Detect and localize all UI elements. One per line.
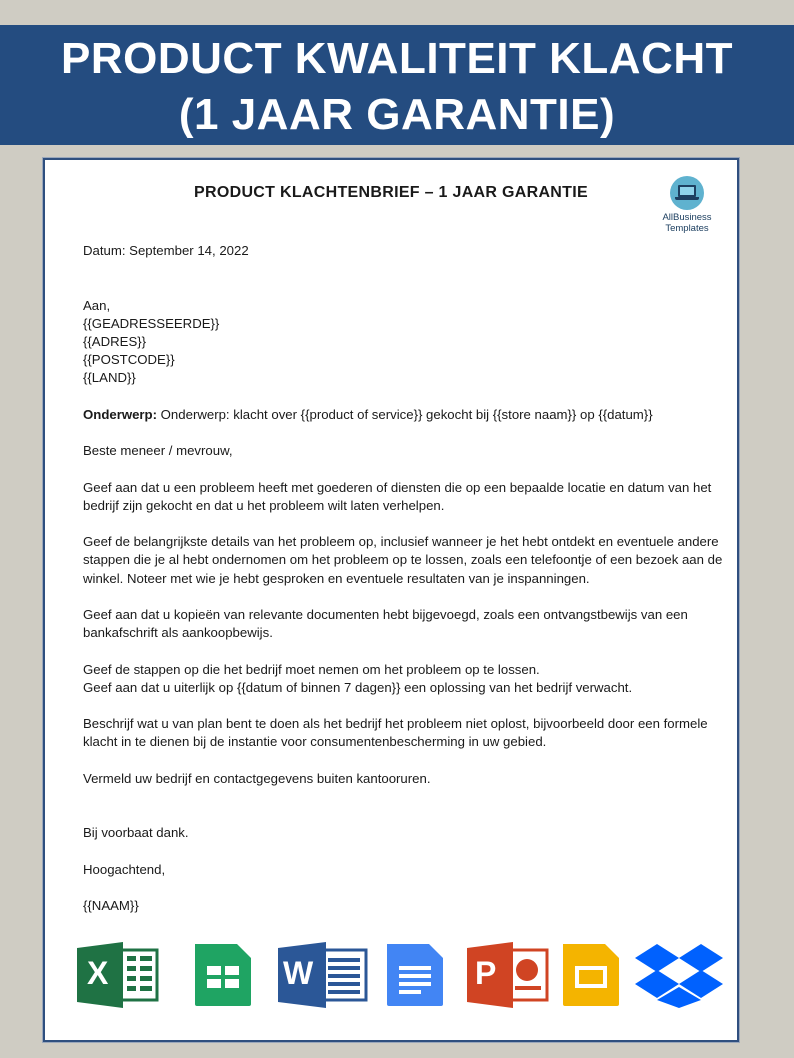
letter-paragraph: Beschrijf wat u van plan bent te doen als het bedrijf het probleem niet oplost, bijvoorbeeld door een formele klacht in te dienen bij de instantie voor consumentenbescherming in uw gebied. [83, 716, 708, 750]
signature-placeholder: {{NAAM}} [83, 898, 139, 914]
letter-paragraph: Vermeld uw bedrijf en contactgegevens buiten kantooruren. [83, 770, 431, 786]
document-title: PRODUCT KLACHTENBRIEF – 1 JAAR GARANTIE [194, 184, 588, 201]
salutation: Beste meneer / mevrouw, [83, 443, 233, 459]
letter-date: Datum: September 14, 2022 [83, 243, 249, 258]
brand-name-line1: AllBusiness [662, 212, 712, 223]
recipient-line: {{POSTCODE}} [83, 352, 175, 368]
google-sheets-icon[interactable] [193, 942, 253, 1008]
dropbox-icon[interactable] [633, 942, 725, 1008]
recipient-line: {{LAND}} [83, 370, 136, 386]
subject-label: Onderwerp: [83, 406, 158, 422]
svg-text:P: P [475, 955, 497, 991]
recipient-line: {{GEADRESSEERDE}} [83, 315, 220, 331]
letter-paragraph: Geef aan dat u een probleem heeft met goederen of diensten die op een bepaalde locatie en datum van het bedrijf zijn gekocht en dat u het probleem wilt laten verhelpen. [83, 479, 712, 513]
subject-line [83, 406, 723, 424]
banner-title-line2: (1 JAAR GARANTIE) [178, 90, 616, 139]
recipient-line: Aan, [83, 297, 111, 313]
app-icons-row [73, 942, 723, 1012]
excel-icon[interactable] [75, 942, 159, 1008]
steps-line: Geef aan dat u uiterlijk op {{datum of binnen 7 dagen}} een oplossing van het bedrijf verwacht. [83, 679, 633, 695]
recipient-line: {{ADRES}} [83, 334, 147, 349]
brand-name-line2: Templates [665, 223, 709, 234]
laptop-icon [670, 176, 704, 210]
powerpoint-icon[interactable] [465, 942, 549, 1008]
word-icon[interactable] [276, 942, 370, 1008]
letter-paragraph: Geef aan dat u kopieën van relevante documenten hebt bijgevoegd, zoals een ontvangstbewijs van een bankafschrift als aankoopbewijs. [83, 606, 688, 641]
google-docs-icon[interactable] [385, 942, 445, 1008]
svg-text:X: X [87, 955, 109, 991]
allbusiness-templates-logo [657, 176, 717, 234]
subject-text: Onderwerp: klacht over {{product of service}} gekocht bij {{store naam}} op {{datum}} [157, 406, 653, 422]
title-banner [0, 25, 794, 145]
letter-paragraph: Geef de belangrijkste details van het probleem op, inclusief wanneer je het hebt ontdekt en eventuele andere stappen die je al hebt ondernomen om het probleem op te lossen, zoals een telefoontje of een bezoek aan de winkel. Noteer met wie je hebt gesproken en eventuele resultaten van je inspanningen. [83, 534, 723, 586]
banner-title-line1: PRODUCT KWALITEIT KLACHT [61, 34, 733, 83]
thanks-line: Bij voorbaat dank. [83, 825, 189, 841]
document-page [43, 158, 739, 1042]
closing-line: Hoogachtend, [83, 861, 166, 877]
steps-line: Geef de stappen op die het bedrijf moet nemen om het probleem op te lossen. [83, 661, 540, 677]
google-slides-icon[interactable] [561, 942, 621, 1008]
svg-text:W: W [283, 955, 314, 991]
letter-body [83, 242, 723, 915]
